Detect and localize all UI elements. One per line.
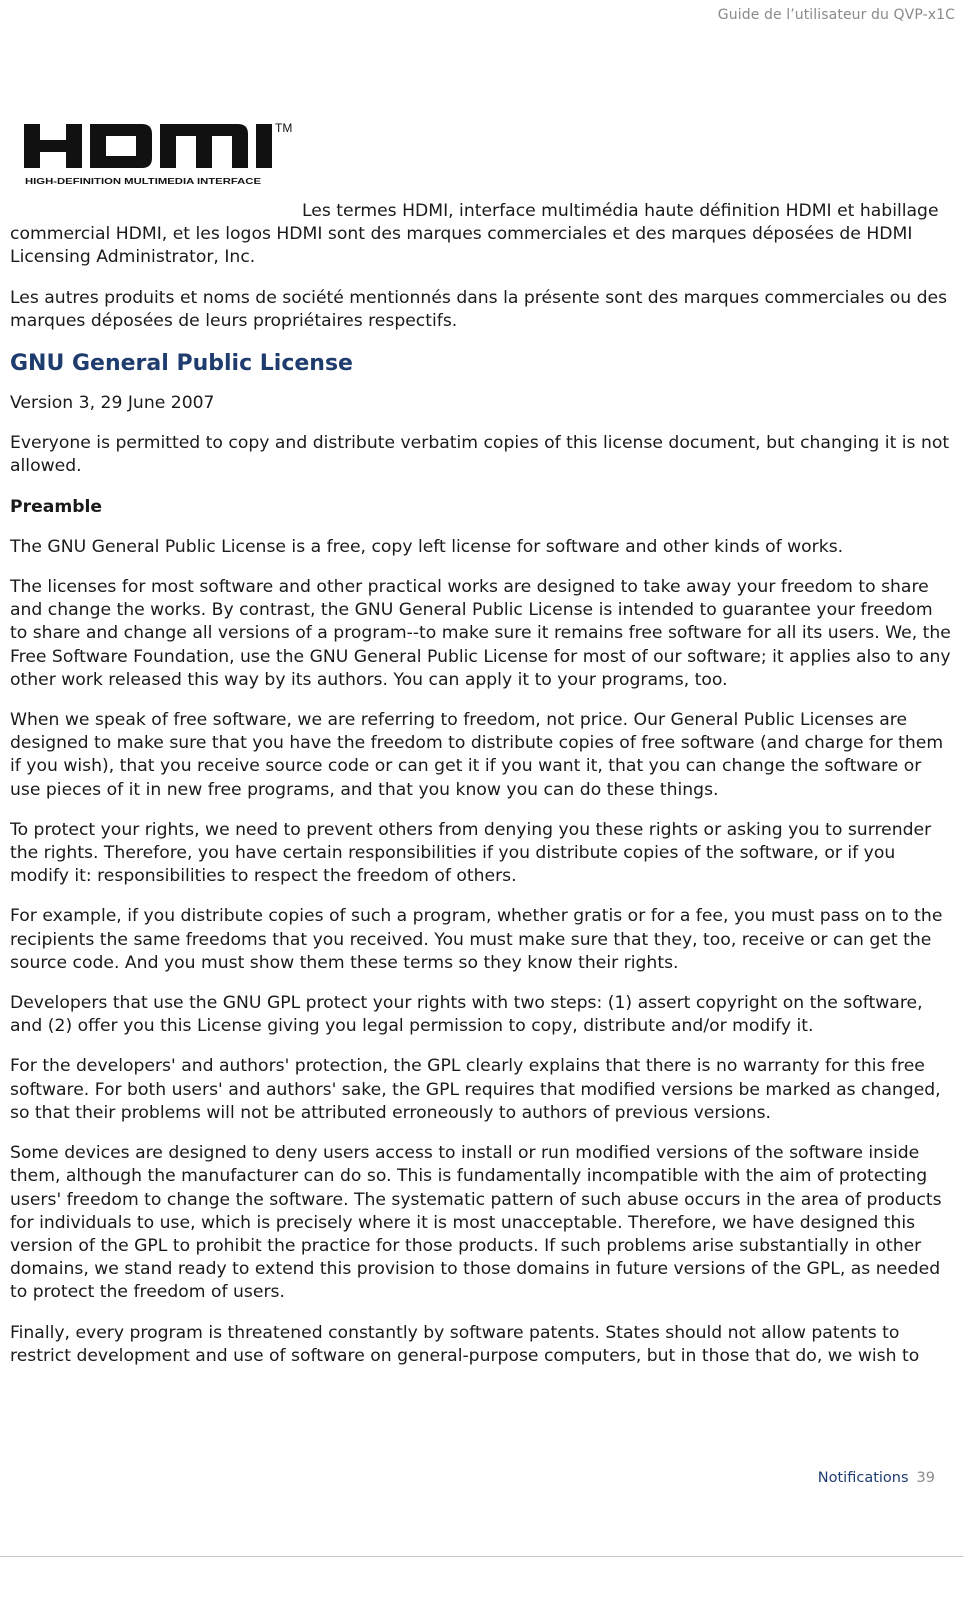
hdmi-trademark-notice: Les termes HDMI, interface multimédia haute définition HDMI et habillage commercial HDMI, et les logos HDMI sont des marques commerciales et des marques déposées de HDMI Licensing Administrator, Inc. — [10, 201, 939, 268]
other-trademarks-notice: Les autres produits et noms de société mentionnés dans la présente sont des marques commerciales ou des marques déposées de leurs propriétaires respectifs. — [10, 287, 948, 331]
footer-section-title: Notifications — [817, 1470, 909, 1486]
hdmi-trademark-mark: TM — [275, 121, 293, 135]
preamble-paragraph: Finally, every program is threatened constantly by software patents. States should not allow patents to restrict development and use of software on general-purpose computers, but in those that do, we wish to — [10, 1322, 920, 1366]
gpl-heading: GNU General Public License — [10, 351, 353, 377]
preamble-paragraph: The GNU General Public License is a free, copy left license for software and other kinds of works. — [10, 536, 844, 557]
preamble-paragraph: For the developers' and authors' protection, the GPL clearly explains that there is no warranty for this free software. For both users' and authors' sake, the GPL requires that modified versions be marked as changed, so that their problems will not be attributed erroneously to authors of previous versions. — [10, 1056, 941, 1123]
preamble-paragraph: The licenses for most software and other practical works are designed to take away your freedom to share and change the works. By contrast, the GNU General Public License is intended to guarantee your freedom to share and change all versions of a program--to make sure it remains free software for all its users. We, the Free Software Foundation, use the GNU General Public License for most of our software; it applies also to any other work released this way by its authors. You can apply it to your programs, too. — [10, 577, 951, 690]
page-bottom-divider — [0, 1556, 963, 1557]
hdmi-logo-block — [10, 112, 955, 200]
gpl-version: Version 3, 29 June 2007 — [10, 393, 215, 414]
preamble-paragraph: To protect your rights, we need to prevent others from denying you these rights or asking you to surrender the rights. Therefore, you have certain responsibilities if you distribute copies of the software, or if you modify it: responsibilities to respect the freedom of others. — [10, 819, 932, 887]
running-footer — [818, 1470, 935, 1486]
hdmi-logo-tagline: HIGH-DEFINITION MULTIMEDIA INTERFACE — [25, 176, 262, 186]
preamble-paragraph: Some devices are designed to deny users access to install or run modified versions of the software inside them, although the manufacturer can do so. This is fundamentally incompatible with the aim of protecting users' freedom to change the software. The systematic pattern of such abuse occurs in the area of products for individuals to use, which is precisely where it is most unacceptable. Therefore, we have designed this version of the GPL to prohibit the practice for those products. If such problems arise substantially in other domains, we stand ready to extend this provision to those domains in future versions of the GPL, as needed to protect the freedom of users. — [10, 1143, 942, 1303]
preamble-paragraph: When we speak of free software, we are referring to freedom, not price. Our General Public Licenses are designed to make sure that you have the freedom to distribute copies of free software (and charge for them if you wish), that you receive source code or can get it if you want it, that you can change the software or use pieces of it in new free programs, and that you know you can do these things. — [10, 710, 944, 800]
preamble-paragraph: Developers that use the GNU GPL protect your rights with two steps: (1) assert copyright on the software, and (2) offer you this License giving you legal permission to copy, distribute and/or modify it. — [10, 993, 923, 1037]
running-header: Guide de l’utilisateur du QVP-x1C — [717, 7, 955, 23]
page-content — [10, 112, 955, 1385]
gpl-copy-notice: Everyone is permitted to copy and distribute verbatim copies of this license document, but changing it is not allowed. — [10, 433, 950, 477]
page-number: 39 — [916, 1470, 935, 1486]
hdmi-logo — [24, 116, 299, 192]
preamble-heading: Preamble — [10, 496, 103, 517]
preamble-paragraph: For example, if you distribute copies of such a program, whether gratis or for a fee, you must pass on to the recipients the same freedoms that you received. You must make sure that they, too, receive or can get the source code. And you must show them these terms so they know their rights. — [10, 906, 943, 973]
